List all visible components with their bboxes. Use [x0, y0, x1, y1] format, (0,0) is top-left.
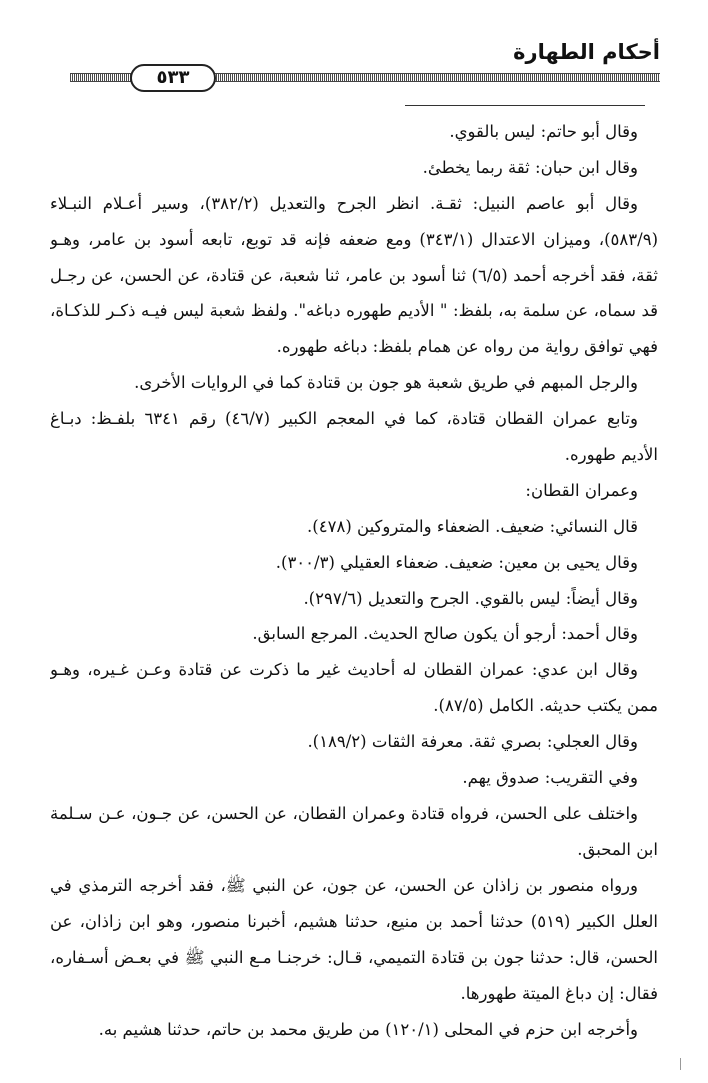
text-line: واختلف على الحسن، فرواه قتادة وعمران القطان، عن الحسن، عن جـون، عـن سـلمة: [50, 804, 638, 823]
text-line: الأديم طهوره.: [564, 445, 658, 464]
text-line: الحسن، قال: حدثنا جون بن قتادة التميمي، قـال: خرجنـا مـع النبي ﷺ في بعـض أسـفاره،: [50, 948, 658, 967]
page-number: ٥٣٣: [130, 64, 216, 92]
text-line: ورواه منصور بن زاذان عن الحسن، عن جون، عن النبي ﷺ، فقد أخرجه الترمذي في: [50, 876, 638, 895]
text-line: وقال أيضاً: ليس بالقوي. الجرح والتعديل (٢٩٧/٦).: [303, 589, 638, 608]
text-line: قد سماه، عن سلمة به، بلفظ: " الأديم طهوره دباغه". ولفظ شعبة ليس فيـه ذكـر للذكـاة،: [50, 301, 658, 320]
text-line: وقال يحيى بن معين: ضعيف. ضعفاء العقيلي (٣٠٠/٣).: [275, 553, 638, 572]
book-title: أحكام الطهارة: [513, 40, 660, 64]
text-line: ثقة، فقد أخرجه أحمد (٦/٥) ثنا أسود بن عامر، ثنا شعبة، عن قتادة، عن الحسن، عن رجـل: [50, 266, 658, 285]
text-line: قال النسائي: ضعيف. الضعفاء والمتروكين (٤٧٨).: [307, 517, 638, 536]
text-line: ابن المحبق.: [577, 840, 658, 859]
text-line: وقال العجلي: بصري ثقة. معرفة الثقات (١٨٩/٢).: [307, 732, 638, 751]
text-line: ممن يكتب حديثه. الكامل (٨٧/٥).: [433, 696, 658, 715]
text-line: العلل الكبير (٥١٩) حدثنا أحمد بن منيع، حدثنا هشيم، أخبرنا منصور، وهو ابن زاذان، عن: [50, 912, 658, 931]
text-line: وقال ابن عدي: عمران القطان له أحاديث غير ما ذكرت عن قتادة وعـن غـيره، وهـو: [50, 660, 638, 679]
text-line: وأخرجه ابن حزم في المحلى (١٢٠/١) من طريق محمد بن حاتم، حدثنا هشيم به.: [98, 1020, 638, 1039]
text-line: فقال: إن دباغ الميتة طهورها.: [460, 984, 658, 1003]
text-line: والرجل المبهم في طريق شعبة هو جون بن قتادة كما في الروايات الأخرى.: [134, 373, 638, 392]
text-line: وقال ابن حبان: ثقة ربما يخطئ.: [422, 158, 638, 177]
text-line: وعمران القطان:: [525, 481, 638, 500]
text-line: وتابع عمران القطان قتادة، كما في المعجم الكبير (٤٦/٧) رقم ٦٣٤١ بلفـظ: دبـاغ: [50, 409, 638, 428]
text-line: وقال أبو عاصم النبيل: ثقـة. انظر الجرح والتعديل (٣٨٢/٢)، وسير أعـلام النبـلاء: [50, 194, 638, 213]
margin-mark: [680, 1058, 681, 1070]
text-line: وفي التقريب: صدوق يهم.: [462, 768, 638, 787]
text-line: وقال أبو حاتم: ليس بالقوي.: [449, 122, 638, 141]
text-line: فهي توافق رواية من رواه عن همام بلفظ: دباغه طهوره.: [276, 337, 658, 356]
text-line: وقال أحمد: أرجو أن يكون صالح الحديث. المرجع السابق.: [252, 624, 638, 643]
text-line: (٥٨٣/٩)، وميزان الاعتدال (٣٤٣/١) ومع ضعفه فإنه قد توبع، تابعه أسود بن عامر، وهـو: [50, 230, 658, 249]
